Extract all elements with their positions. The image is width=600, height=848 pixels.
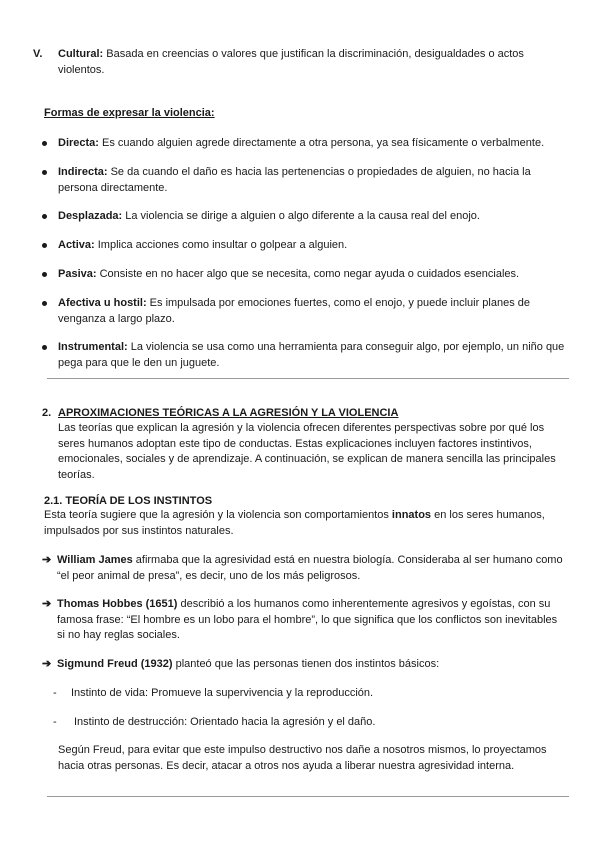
dash-marker: - xyxy=(53,716,57,728)
horizontal-divider xyxy=(47,378,569,379)
term: Afectiva u hostil: xyxy=(58,297,147,309)
arrow-right-icon: ➔ xyxy=(42,658,52,670)
list-item-text xyxy=(58,136,568,152)
author-description: describió a los humanos como inherentemente agresivos y egoístas, con su famosa frase: “El hombre es un lobo para el hombre”, lo que significa que los conflictos son inevitables si no hay reglas sociales. xyxy=(57,598,558,641)
term: Instrumental: xyxy=(58,341,128,353)
bullet-icon xyxy=(42,301,47,306)
term: Desplazada: xyxy=(58,210,123,222)
list-numeral: V. xyxy=(33,48,43,60)
bullet-icon xyxy=(42,214,47,219)
term: Pasiva: xyxy=(58,268,97,280)
term: Directa: xyxy=(58,137,99,149)
paragraph-text: en los seres humanos, impulsados por sus instintos naturales. xyxy=(44,509,545,537)
definition-text: La violencia se dirige a alguien o algo diferente a la causa real del enojo. xyxy=(122,210,480,222)
freud-paragraph: Según Freud, para evitar que este impulso destructivo nos dañe a nosotros mismos, lo proyectamos hacia otras personas. Es decir, atacar a otros nos ayuda a liberar nuestra agresividad interna. xyxy=(58,744,547,772)
term: Cultural: xyxy=(58,48,104,60)
list-item-text xyxy=(58,267,568,283)
list-item-text xyxy=(58,238,568,254)
bullet-icon xyxy=(42,345,47,350)
section-number: 2. xyxy=(42,407,52,419)
author-name: Sigmund Freud (1932) xyxy=(57,658,173,670)
horizontal-divider xyxy=(47,796,569,797)
term: Indirecta: xyxy=(58,166,108,178)
bullet-icon xyxy=(42,243,47,248)
definition-text: Es cuando alguien agrede directamente a otra persona, ya sea físicamente o verbalmente. xyxy=(98,137,545,149)
definition-text: Implica acciones como insultar o golpear a alguien. xyxy=(94,239,348,251)
emphasis-innatos: innatos xyxy=(391,509,432,521)
author-name: Thomas Hobbes (1651) xyxy=(57,598,178,610)
subsection-heading: 2.1. TEORÍA DE LOS INSTINTOS xyxy=(44,495,213,507)
bullet-icon xyxy=(42,272,47,277)
dash-marker: - xyxy=(53,687,57,699)
author-text xyxy=(57,657,567,673)
section-intro-paragraph: Las teorías que explican la agresión y la violencia ofrecen diferentes perspectivas sobre por qué los seres humanos adoptan este tipo de conductas. Estas explicaciones incluyen factores instintivos, emocionales, sociales y de aprendizaje. A continuación, se explican de manera sencilla las principales teorías. xyxy=(58,422,556,481)
list-item-text xyxy=(58,340,568,371)
definition-text: Basada en creencias o valores que justifican la discriminación, desigualdades o actos violentos. xyxy=(58,48,524,76)
section-heading: APROXIMACIONES TEÓRICAS A LA AGRESIÓN Y LA VIOLENCIA xyxy=(58,407,399,419)
list-item-text xyxy=(58,209,568,225)
term: Activa: xyxy=(58,239,95,251)
author-text xyxy=(57,597,567,644)
arrow-right-icon: ➔ xyxy=(42,598,52,610)
cultural-definition xyxy=(58,47,548,78)
subsection-paragraph xyxy=(44,508,559,539)
definition-text: Consiste en no hacer algo que se necesita, como negar ayuda o cuidados esenciales. xyxy=(96,268,520,280)
instinct-text: Instinto de destrucción: Orientado hacia la agresión y el daño. xyxy=(74,716,376,728)
author-description: planteó que las personas tienen dos instintos básicos: xyxy=(172,658,440,670)
definition-text: Es impulsada por emociones fuertes, como el enojo, y puede incluir planes de venganza a largo plazo. xyxy=(58,297,531,325)
author-description: afirmaba que la agresividad está en nuestra biología. Consideraba al ser humano como “el peor animal de presa”, es decir, uno de los más peligrosos. xyxy=(57,554,563,582)
bullet-icon xyxy=(42,141,47,146)
author-name: William James xyxy=(57,554,133,566)
definition-text: Se da cuando el daño es hacia las pertenencias o propiedades de alguien, no hacia la persona directamente. xyxy=(58,166,531,194)
section-heading-formas: Formas de expresar la violencia: xyxy=(44,107,215,119)
paragraph-text: Esta teoría sugiere que la agresión y la violencia son comportamientos xyxy=(44,509,392,521)
bullet-icon xyxy=(42,170,47,175)
definition-text: La violencia se usa como una herramienta para conseguir algo, por ejemplo, un niño que pega para que le den un juguete. xyxy=(58,341,565,369)
instinct-text: Instinto de vida: Promueve la supervivencia y la reproducción. xyxy=(71,687,374,699)
list-item-text xyxy=(58,296,568,327)
list-item-text xyxy=(58,165,568,196)
arrow-right-icon: ➔ xyxy=(42,554,52,566)
author-text xyxy=(57,553,567,584)
